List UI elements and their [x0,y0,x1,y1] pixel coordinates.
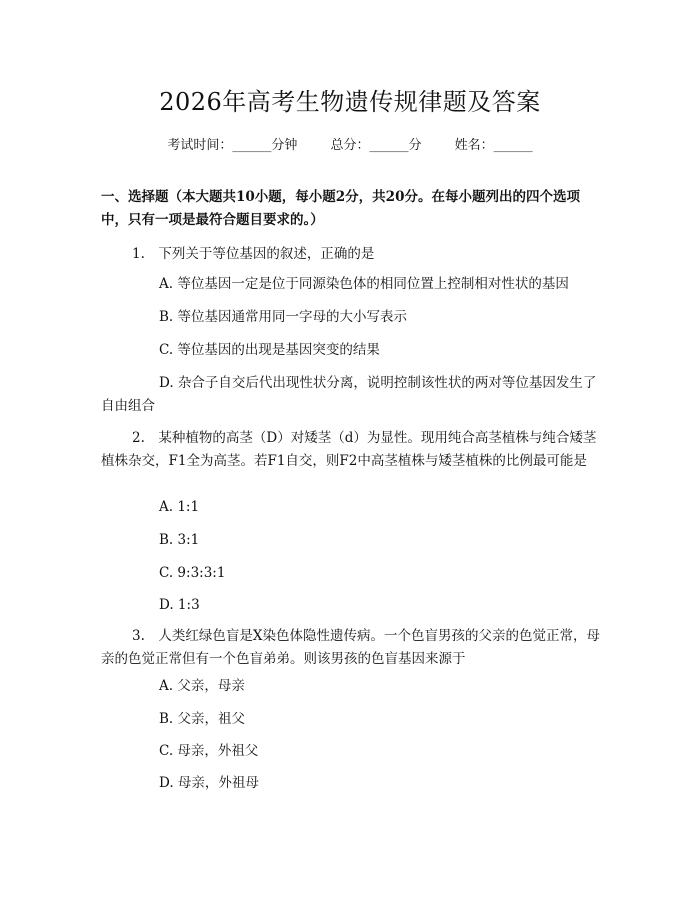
question-1-option-c: C. 等位基因的出现是基因突变的结果 [159,342,380,358]
question-2-option-b: B. 3:1 [159,532,200,548]
exam-time-field: 考试时间：______分钟 [167,138,298,153]
question-3-option-b: B. 父亲，祖父 [159,711,246,727]
question-1-stem: 1. 下列关于等位基因的叙述，正确的是 [132,246,375,262]
question-3-option-a: A. 父亲，母亲 [159,678,245,694]
question-1-option-d: D. 杂合子自交后代出现性状分离，说明控制该性状的两对等位基因发生了自由组合 [101,375,597,414]
question-1-option-b: B. 等位基因通常用同一字母的大小写表示 [159,309,408,325]
question-2-stem: 2. 某种植物的高茎（D）对矮茎（d）为显性。现用纯合高茎植株与纯合矮茎植株杂交，F1全为高茎。若F1自交，则F2中高茎植株与矮茎植株的比例最可能是 [101,430,597,469]
question-1-option-a: A. 等位基因一定是位于同源染色体的相同位置上控制相对性状的基因 [159,276,569,292]
page-title: 2026年高考生物遗传规律题及答案 [159,88,541,116]
question-3-stem: 3. 人类红绿色盲是X染色体隐性遗传病。一个色盲男孩的父亲的色觉正常，母亲的色觉正常但有一个色盲弟弟。则该男孩的色盲基因来源于 [101,628,600,667]
student-name-field: 姓名：______ [454,138,533,153]
question-3-option-d: D. 母亲，外祖母 [159,775,259,791]
question-2-option-c: C. 9:3:3:1 [159,565,226,581]
question-2-option-d: D. 1:3 [159,597,200,613]
question-2-option-a: A. 1:1 [159,499,200,515]
question-3-option-c: C. 母亲，外祖父 [159,743,259,759]
exam-meta-line [0,134,700,153]
section-heading: 一、选择题（本大题共10小题，每小题2分，共20分。在每小题列出的四个选项中，只有一项是最符合题目要求的。） [101,189,580,228]
total-score-field: 总分：______分 [330,138,422,153]
